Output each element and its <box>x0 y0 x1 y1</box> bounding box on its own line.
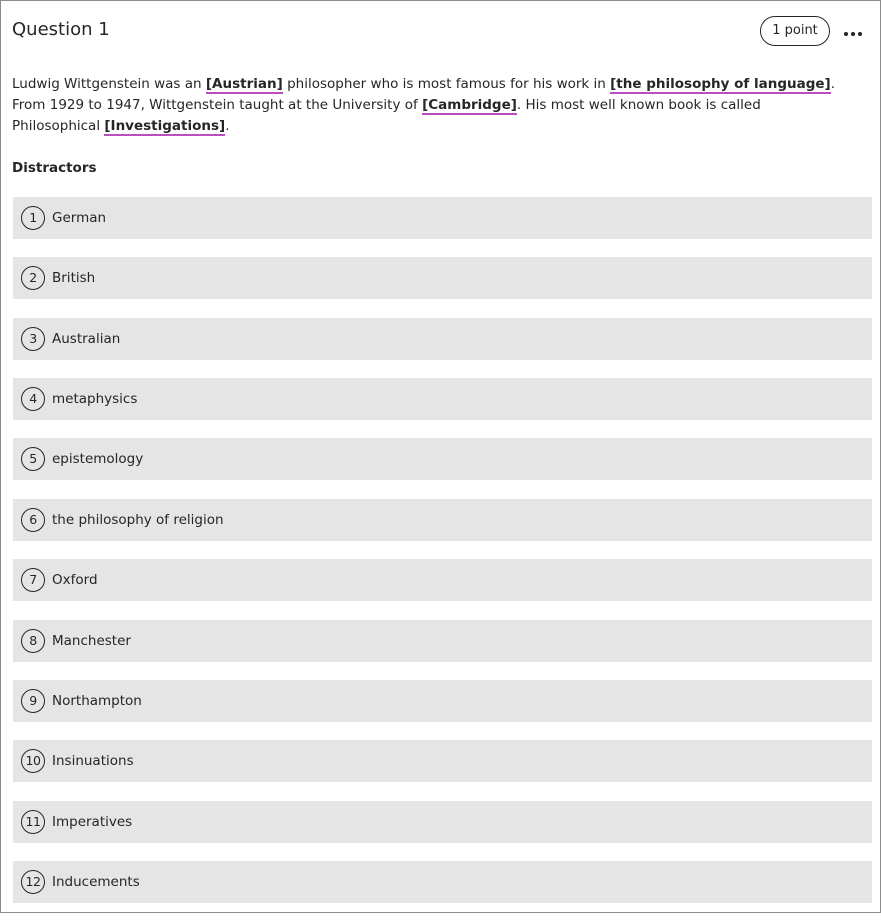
distractor-label: metaphysics <box>52 391 138 408</box>
more-options-icon[interactable] <box>839 23 867 45</box>
distractor-label: Inducements <box>52 873 140 890</box>
blank-answer-philosophy-of-language: [the philosophy of language] <box>610 76 831 92</box>
question-text-part: philosopher who is most famous for his work in <box>282 76 611 92</box>
distractor-label: Insinuations <box>52 753 134 770</box>
number-circle-icon: 2 <box>21 266 45 290</box>
distractor-list <box>13 197 872 921</box>
number-circle-icon: 6 <box>21 508 45 532</box>
question-text-part: Ludwig Wittgenstein was an <box>12 76 206 92</box>
distractor-item[interactable] <box>13 438 872 480</box>
number-circle-icon: 7 <box>21 568 45 592</box>
distractor-label: Oxford <box>52 572 98 589</box>
distractor-label: German <box>52 210 107 226</box>
distractor-item[interactable] <box>13 620 872 662</box>
distractor-label: Manchester <box>52 632 131 649</box>
distractor-item[interactable] <box>13 378 872 420</box>
blank-answer-austrian: [Austrian] <box>205 76 283 92</box>
distractors-heading: Distractors <box>12 160 97 176</box>
number-circle-icon: 12 <box>21 870 45 894</box>
distractor-label: Imperatives <box>52 813 133 830</box>
blank-answer-cambridge: [Cambridge] <box>422 97 517 113</box>
distractor-item[interactable] <box>13 861 872 903</box>
distractor-item[interactable] <box>13 559 872 601</box>
distractor-item[interactable] <box>13 197 872 239</box>
number-circle-icon: 9 <box>21 689 45 713</box>
question-text <box>12 74 842 137</box>
distractor-label: epistemology <box>52 451 144 468</box>
number-circle-icon: 8 <box>21 629 45 653</box>
distractor-label: British <box>52 270 96 287</box>
points-badge[interactable]: 1 point <box>760 16 830 46</box>
distractor-label: the philosophy of religion <box>52 511 224 528</box>
blank-answer-investigations: [Investigations] <box>104 118 226 134</box>
number-circle-icon: 3 <box>21 327 45 351</box>
number-circle-icon: 5 <box>21 447 45 471</box>
question-text-part: . His most well known book is called Philosophical <box>12 97 761 134</box>
distractor-item[interactable] <box>13 257 872 299</box>
distractor-item[interactable] <box>13 801 872 843</box>
question-text-part: . <box>225 118 230 134</box>
distractor-label: Australian <box>52 330 121 347</box>
number-circle-icon: 10 <box>21 749 45 773</box>
question-title: Question 1 <box>12 19 110 40</box>
distractor-item[interactable] <box>13 740 872 782</box>
distractor-item[interactable] <box>13 499 872 541</box>
number-circle-icon: 1 <box>21 206 45 230</box>
question-text-part: . From 1929 to 1947, Wittgenstein taught at the University of <box>12 76 835 113</box>
number-circle-icon: 11 <box>21 810 45 834</box>
number-circle-icon: 4 <box>21 387 45 411</box>
distractor-item[interactable] <box>13 680 872 722</box>
distractor-item[interactable] <box>13 318 872 360</box>
distractor-label: Northampton <box>52 692 142 709</box>
